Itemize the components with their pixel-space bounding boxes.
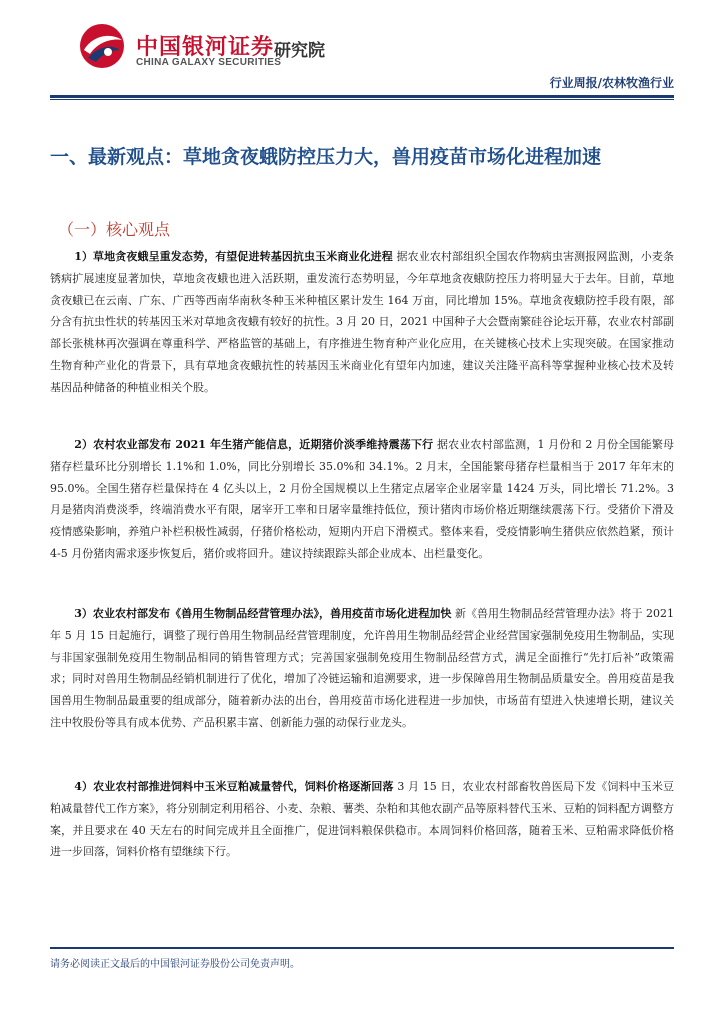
- point-body: 3 月 15 日，农业农村部畜牧兽医局下发《饲料中玉米豆粕减量替代工作方案》，将分别制定利用稻谷、小麦、杂粮、薯类、杂粕和其他农副产品等原料替代玉米、豆粕的饲料配方调整方案，并且要求在 40 天左右的时间完成并且全面推广，促进饲料粮保供稳市。本周饲料价格回落，随着玉米、豆粕需求降低价格进一步回落，饲料价格有望继续下行。: [50, 780, 675, 859]
- point-paragraph-2: [50, 434, 674, 565]
- point-lead: 4）农业农村部推进饲料中玉米豆粕减量替代，饲料价格逐渐回落: [74, 780, 394, 793]
- point-lead: 1）草地贪夜蛾呈重发态势，有望促进转基因抗虫玉米商业化进程: [74, 250, 393, 263]
- section-subtitle: （一）核心观点: [58, 220, 171, 239]
- footer-disclaimer: 请务必阅读正文最后的中国银河证券股份公司免责声明。: [50, 959, 300, 970]
- section-title: 一、最新观点：草地贪夜蛾防控压力大，兽用疫苗市场化进程加速: [50, 146, 602, 168]
- point-body: 新《兽用生物制品经营管理办法》将于 2021 年 5 月 15 日起施行，调整了现行兽用生物制品经营管理制度，允许兽用生物制品经营企业经营国家强制免疫用生物制品，实现与非国家强制免疫用生物制品相同的销售管理方式；完善国家强制免疫用生物制品经营方式，满足全面推行“先打后补”政策需求；同时对兽用生物制品经销机制进行了优化，增加了冷链运输和追溯要求，进一步保障兽用生物制品质量安全。兽用疫苗是我国兽用生物制品最重要的组成部分，随着新办法的出台，兽用疫苗市场化进程进一步加快，市场苗有望进入快速增长期，建议关注中牧股份等具有成本优势、产品积累丰富、创新能力强的动保行业龙头。: [50, 607, 674, 729]
- point-paragraph-3: [50, 603, 674, 734]
- point-lead: 3）农业农村部发布《兽用生物制品经营管理办法》，兽用疫苗市场化进程加快: [74, 607, 452, 620]
- report-type-label: 行业周报/农林牧渔行业: [549, 76, 674, 90]
- point-body: 据农业农村部组织全国农作物病虫害测报网监测，小麦条锈病扩展速度显著加快，草地贪夜蛾也进入活跃期，重发流行态势明显，今年草地贪夜蛾防控压力将明显大于去年。目前，草地贪夜蛾已在云南、广东、广西等西南华南秋冬种玉米种植区累计发生 164 万亩，同比增加 15%。草地贪夜蛾防控手段有限，部分含有抗虫性状的转基因玉米对草地贪夜蛾有较好的抗性。3 月 20 日，2021 中国种子大会暨南繁硅谷论坛开幕，农业农村部副部长张桃林再次强调在尊重科学、严格监管的基础上，有序推进生物育种产业化应用，在关键核心技术上实现突破。在国家推动生物育种产业化的背景下，具有草地贪夜蛾抗性的转基因玉米商业化有望年内加速，建议关注隆平高科等掌握种业核心技术及转基因品种储备的种植业相关个股。: [50, 250, 675, 394]
- header-rule-thin: [50, 99, 674, 100]
- brand-name-cn: 中国银河证券: [136, 35, 275, 60]
- point-lead: 2）农村农业部发布 2021 年生猪产能信息，近期猪价淡季维持震荡下行: [74, 438, 434, 451]
- point-paragraph-4: [50, 776, 674, 863]
- point-body: 据农业农村部监测，1 月份和 2 月份全国能繁母猪存栏量环比分别增长 1.1%和 1.0%，同比分别增长 35.0%和 34.1%。2 月末，全国能繁母猪存栏量相当于 2017 年年末的 95.0%。全国生猪存栏量保持在 4 亿头以上，2 月份全国规模以上生猪定点屠宰企业屠宰量 1424 万头，同比增长 71.2%。3 月是猪肉消费淡季，终端消费水平有限，屠宰开工率和日屠宰量维持低位，预计猪肉市场价格近期继续震荡下行。受猪价下滑及疫情感染影响，养殖户补栏积极性减弱，仔猪价格松动，短期内开启下滑模式。整体来看，受疫情影响生猪供应依然趋紧，预计 4-5 月份猪肉需求逐步恢复后，猪价或将回升。建议持续跟踪头部企业成本、出栏量变化。: [50, 438, 674, 560]
- footer-rule: [50, 947, 674, 949]
- galaxy-logo-icon: [78, 22, 126, 70]
- institute-label: 研究院: [274, 41, 325, 61]
- point-paragraph-1: [50, 246, 674, 399]
- header-rule: [50, 95, 674, 98]
- page-header: [0, 0, 724, 100]
- brand-name-en: CHINA GALAXY SECURITIES: [136, 57, 282, 68]
